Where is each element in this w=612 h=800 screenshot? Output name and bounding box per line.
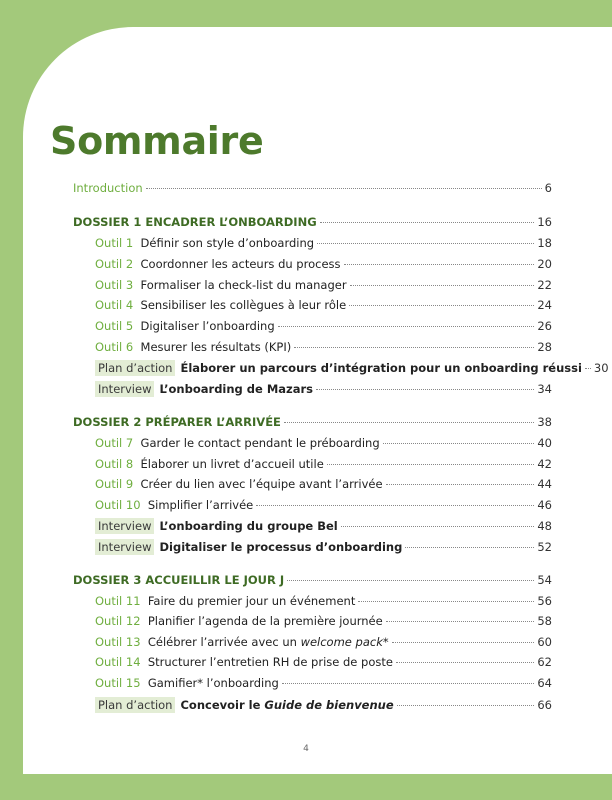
toc-tag: Outil 15 [95, 676, 141, 690]
toc-tag: Outil 10 [95, 498, 141, 512]
toc-tag: Outil 2 [95, 257, 134, 271]
toc-page: 42 [537, 457, 552, 471]
toc-tag: Outil 12 [95, 614, 141, 628]
toc-tag: Outil 13 [95, 635, 141, 649]
toc-label: Simplifier l’arrivée [147, 498, 254, 512]
toc-item[interactable] [95, 635, 552, 653]
toc-tag: Outil 6 [95, 340, 134, 354]
leader-dots [341, 526, 535, 527]
toc-page: 20 [537, 257, 552, 271]
toc-label-italic: Guide de bienvenue [264, 698, 394, 712]
leader-dots [358, 601, 534, 602]
toc-label: L’onboarding de Mazars [159, 382, 313, 396]
toc-item[interactable] [95, 236, 552, 254]
toc-label: Définir son style d’onboarding [140, 236, 315, 250]
toc-label: Gamifier* l’onboarding [147, 676, 279, 690]
toc-tag: Outil 8 [95, 457, 134, 471]
leader-dots [386, 484, 535, 485]
toc-page: 24 [537, 298, 552, 312]
leader-dots [344, 264, 535, 265]
toc-tag: Outil 9 [95, 477, 134, 491]
toc-item[interactable] [95, 697, 552, 715]
page-number: 4 [303, 744, 309, 754]
leader-dots [294, 347, 534, 348]
toc-label: Célébrer l’arrivée avec un [147, 635, 301, 649]
toc-tag: Outil 5 [95, 319, 134, 333]
toc-label: Coordonner les acteurs du process [140, 257, 341, 271]
toc-item[interactable] [95, 539, 552, 557]
toc-page: 54 [537, 573, 552, 587]
toc-page: 62 [537, 655, 552, 669]
toc-label: Faire du premier jour un événement [147, 594, 356, 608]
toc-label: DOSSIER 2 PRÉPARER L’ARRIVÉE [73, 415, 281, 429]
toc-tag: Plan d’action [95, 697, 175, 713]
leader-dots [585, 368, 591, 369]
toc-tag: Outil 1 [95, 236, 134, 250]
toc-item[interactable] [95, 655, 552, 673]
toc-item[interactable] [95, 676, 552, 694]
leader-dots [397, 705, 535, 706]
toc-label: L’onboarding du groupe Bel [159, 519, 338, 533]
toc-page: 60 [537, 635, 552, 649]
leader-dots [386, 621, 535, 622]
leader-dots [317, 243, 534, 244]
toc-dossier-2[interactable] [73, 415, 552, 433]
toc-label: DOSSIER 1 ENCADRER L’ONBOARDING [73, 215, 317, 229]
toc-label: Structurer l’entretien RH de prise de poste [147, 655, 393, 669]
toc-item[interactable] [95, 257, 552, 275]
toc-label: Planifier l’agenda de la première journée [147, 614, 383, 628]
toc-page: 58 [537, 614, 552, 628]
toc-label: Créer du lien avec l’équipe avant l’arrivée [140, 477, 383, 491]
toc-tag: Plan d’action [95, 360, 175, 376]
leader-dots [383, 443, 535, 444]
leader-dots [396, 662, 534, 663]
toc-item[interactable] [95, 340, 552, 358]
toc-page: 64 [537, 676, 552, 690]
toc-page: 38 [537, 415, 552, 429]
toc-page: 18 [537, 236, 552, 250]
toc-label: Formaliser la check-list du manager [140, 278, 347, 292]
toc-label-italic: welcome pack* [300, 635, 389, 649]
toc-page: 22 [537, 278, 552, 292]
toc-tag: Outil 11 [95, 594, 141, 608]
toc-tag: Interview [95, 539, 154, 555]
toc-tag: Outil 14 [95, 655, 141, 669]
toc-label: Élaborer un livret d’accueil utile [140, 457, 324, 471]
toc-label: DOSSIER 3 ACCUEILLIR LE JOUR J [73, 573, 285, 587]
toc-page: 26 [537, 319, 552, 333]
toc-item[interactable] [95, 319, 552, 337]
toc-page: 46 [537, 498, 552, 512]
toc-introduction[interactable] [73, 181, 552, 199]
toc-page: 56 [537, 594, 552, 608]
toc-page: 30 [593, 361, 609, 375]
toc-tag: Outil 3 [95, 278, 134, 292]
toc-label: Sensibiliser les collègues à leur rôle [140, 298, 347, 312]
toc-page: 44 [537, 477, 552, 491]
toc-page: 40 [537, 436, 552, 450]
toc-page: 48 [537, 519, 552, 533]
toc-tag: Outil 7 [95, 436, 134, 450]
leader-dots [284, 422, 534, 423]
toc-item[interactable] [95, 614, 552, 632]
toc-item[interactable] [95, 360, 609, 378]
toc-label: Introduction [73, 181, 143, 195]
toc-label: Élaborer un parcours d’intégration pour un onboarding réussi [180, 361, 582, 375]
toc-page: 28 [537, 340, 552, 354]
toc-item[interactable] [95, 457, 552, 475]
leader-dots [350, 285, 535, 286]
toc-page: 66 [537, 698, 552, 712]
leader-dots [287, 580, 534, 581]
leader-dots [282, 683, 535, 684]
leader-dots [327, 464, 535, 465]
toc-tag: Interview [95, 518, 154, 534]
toc-item[interactable] [95, 278, 552, 296]
leader-dots [405, 547, 534, 548]
toc-page: 6 [544, 181, 552, 195]
toc-label: Garder le contact pendant le préboarding [140, 436, 380, 450]
toc-label: Digitaliser le processus d’onboarding [159, 540, 403, 554]
toc-item[interactable] [95, 518, 552, 536]
leader-dots [256, 505, 534, 506]
page-title: Sommaire [50, 119, 264, 163]
toc-tag: Outil 4 [95, 298, 134, 312]
toc-page: 52 [537, 540, 552, 554]
toc-item[interactable] [95, 477, 552, 495]
toc-item[interactable] [95, 436, 552, 454]
leader-dots [320, 222, 535, 223]
toc-item[interactable] [95, 381, 552, 399]
leader-dots [316, 389, 534, 390]
toc-page: 16 [537, 215, 552, 229]
toc-tag: Interview [95, 381, 154, 397]
toc-item[interactable] [95, 298, 552, 316]
leader-dots [349, 305, 534, 306]
leader-dots [278, 326, 535, 327]
leader-dots [392, 642, 535, 643]
toc-page: 34 [537, 382, 552, 396]
toc-item[interactable] [95, 498, 552, 516]
toc-label: Concevoir le [180, 698, 265, 712]
toc-label: Mesurer les résultats (KPI) [140, 340, 292, 354]
toc-dossier-3[interactable] [73, 573, 552, 591]
toc-item[interactable] [95, 594, 552, 612]
toc-dossier-1[interactable] [73, 215, 552, 233]
toc-label: Digitaliser l’onboarding [140, 319, 275, 333]
leader-dots [146, 188, 542, 189]
